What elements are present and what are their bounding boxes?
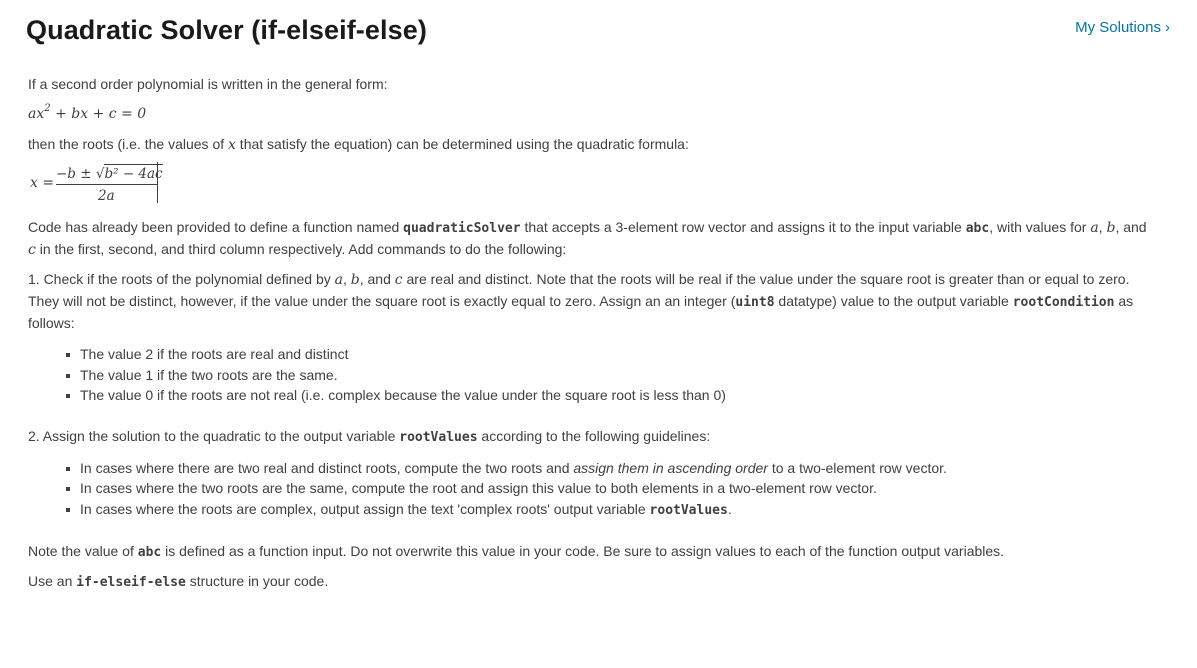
root-condition-list	[28, 344, 1158, 406]
then-text: then the roots (i.e. the values of x that satisfy the equation) can be determined using the quadratic formula:	[28, 136, 689, 153]
my-solutions-link[interactable]	[1075, 19, 1170, 36]
list-item: The value 2 if the roots are real and distinct	[80, 344, 1158, 365]
root-values-list	[28, 458, 1158, 522]
my-solutions-label: My Solutions	[1075, 19, 1161, 36]
list-item: In cases where the two roots are the same, compute the root and assign this value to both elements in a two-element row vector.	[80, 478, 1158, 499]
list-item: In cases where there are two real and distinct roots, compute the two roots and assign them in ascending order to a two-element row vector.	[80, 458, 1158, 479]
note-text: Note the value of abc is defined as a function input. Do not overwrite this value in your code. Be sure to assign values to each of the function output variables.	[28, 543, 1005, 560]
formula-numerator: −b ± √b² − 4ac	[56, 166, 163, 182]
step-2-text: 2. Assign the solution to the quadratic to the output variable rootValues according to the following guidelines:	[28, 427, 711, 445]
list-item: In cases where the roots are complex, output assign the text 'complex roots' output variable rootValues.	[80, 499, 1158, 522]
input-variable: abc	[965, 221, 990, 236]
formula-lhs: x =	[30, 175, 55, 191]
code-paragraph: Code has already been provided to define a function named quadraticSolver that accepts a 3-element row vector and assigns it to the input variable abc, with values for a, b, and c in the first, second, and third column respectively. Add commands to do the following:	[28, 219, 1147, 258]
function-name: quadraticSolver	[403, 221, 521, 236]
text-cursor	[157, 162, 158, 203]
step-1-text: 1. Check if the roots of the polynomial defined by a, b, and c are real and distinct. Note that the roots will be real if the value under the square root is greater than or equal to zero. They will not be distinct, however, if the value under the square root is exactly equal to zero. Assign an an integer (uint8 datatype) value to the output variable rootCondition as follows:	[28, 271, 1134, 331]
chevron-right-icon: ›	[1165, 19, 1170, 36]
quadratic-formula	[28, 164, 1158, 206]
list-item: The value 1 if the two roots are the same.	[80, 365, 1158, 386]
problem-description	[28, 74, 1158, 593]
formula-denominator: 2a	[98, 188, 115, 204]
fraction-bar	[56, 184, 158, 185]
list-item: The value 0 if the roots are not real (i.e. complex because the value under the square root is less than 0)	[80, 385, 1158, 406]
use-structure-text: Use an if-elseif-else structure in your code.	[28, 573, 329, 590]
page-title: Quadratic Solver (if-elseif-else)	[26, 15, 427, 45]
intro-text: If a second order polynomial is written in the general form:	[28, 76, 388, 92]
general-form-equation: $ax^2$ + bx + c = 0	[28, 103, 147, 122]
